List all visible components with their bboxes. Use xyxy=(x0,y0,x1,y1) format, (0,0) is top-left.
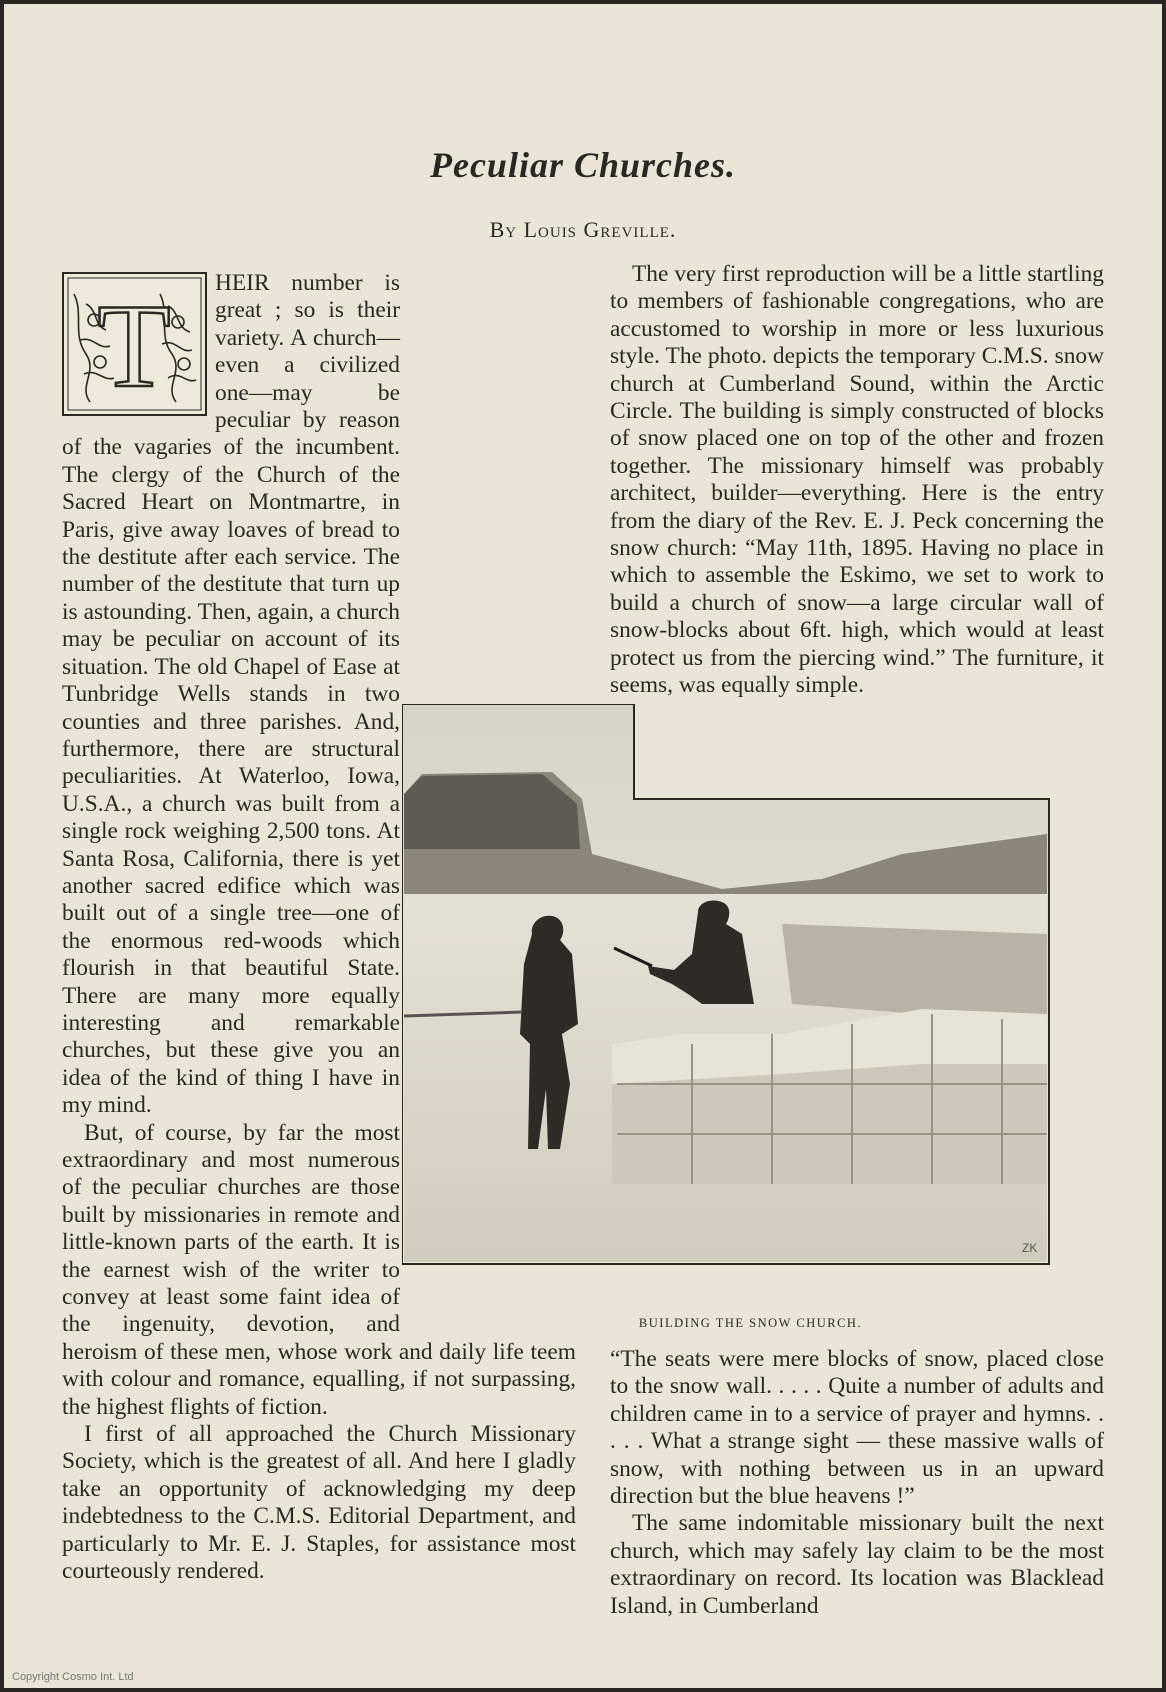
floral-ornament-icon xyxy=(64,274,205,414)
article-title: Peculiar Churches. xyxy=(429,145,737,185)
paragraph-text: The very first reproduction will be a little startling to members of fashionable congregations, who are accustomed to worship in more or less luxurious style. The photo. depicts the temporary C.M.S. snow church at Cumberland Sound, within the Arctic Circle. The building is simply constructed of blocks of snow placed one on top of the other and frozen together. The missionary himself was probably architect, builder—everything. Here is the entry from the diary of the Rev. E. J. Peck concerning the snow church: “May 11th, 1895. Having no place in which to assemble the Eskimo, we set to work to build a church of snow—a large circular wall of snow-blocks about 6ft. high, which would at least protect us from the piercing wind.” The furniture, it seems, was equally simple. xyxy=(610,261,1104,699)
figure-caption: BUILDING THE SNOW CHURCH. xyxy=(638,1316,863,1330)
figure-wrap-spacer xyxy=(400,270,576,706)
engraver-mark: ZK xyxy=(1022,1241,1038,1255)
snow-church-photo xyxy=(402,704,1099,1310)
decorative-dropcap xyxy=(62,272,207,416)
paragraph: I first of all approached the Church Missionary Society, which is the greatest of all. And here I gladly take an opportunity of acknowledging my deep indebtedness to the C.M.S. Editorial Department, and particularly to Mr. E. J. Staples, for assistance most courteously rendered. xyxy=(62,1421,576,1585)
paragraph: HEIR number is great ; so is their variety. A church—even a civilized one—may be peculiar by reason of the vagaries of the incumbent. The clergy of the Church of the Sacred Heart on Montmartre, in Paris, give away loaves of bread to the destitute after each service. The number of the destitute that turn up is astounding. Then, again, a church may be peculiar on account of its situation. The old Chapel of Ease at Tunbridge Wells stands in two counties and three parishes. And, furthermore, there are structural peculiarities. At Waterloo, Iowa, U.S.A., a church was built from a single rock weighing 2,500 tons. At Santa Rosa, California, there is yet another sacred edifice which was built out of a single tree—one of the enormous red-woods which flourish in that beautiful State. There are many more equally interesting and remarkable churches, but these give you an idea of the kind of thing I have in my mind. xyxy=(62,270,400,1119)
article-byline: By Louis Greville. xyxy=(489,217,677,242)
copyright-watermark: Copyright Cosmo Int. Ltd xyxy=(12,1671,134,1683)
paragraph: But, of course, by far the most extraordinary and most numerous of the peculiar churches are those built by missionaries in remote and little-known parts of the earth. It is the earnest wish of the writer to convey at least some faint idea of the ingenuity, devotion, and heroism of these men, whose work and daily life teem with colour and romance, equalling, if not surpassing, the highest flights of fiction. xyxy=(62,1119,576,1420)
magazine-page xyxy=(4,4,1162,1688)
dropcap-letter: T xyxy=(97,279,171,412)
right-column-bottom xyxy=(610,1346,1104,1620)
paragraph xyxy=(610,261,1104,700)
paragraph: The same indomitable missionary built the next church, which may safely lay claim to be the most extraordinary on record. Its location was Blacklead Island, in Cumberland xyxy=(610,1510,1104,1619)
right-column-top xyxy=(610,261,1104,700)
paragraph: “The seats were mere blocks of snow, placed close to the snow wall. . . . . Quite a number of adults and children came in to a service of prayer and hymns. . . . . What a strange sight — these massive walls of snow, with nothing between us in an upward direction but the blue heavens !” xyxy=(610,1346,1104,1510)
